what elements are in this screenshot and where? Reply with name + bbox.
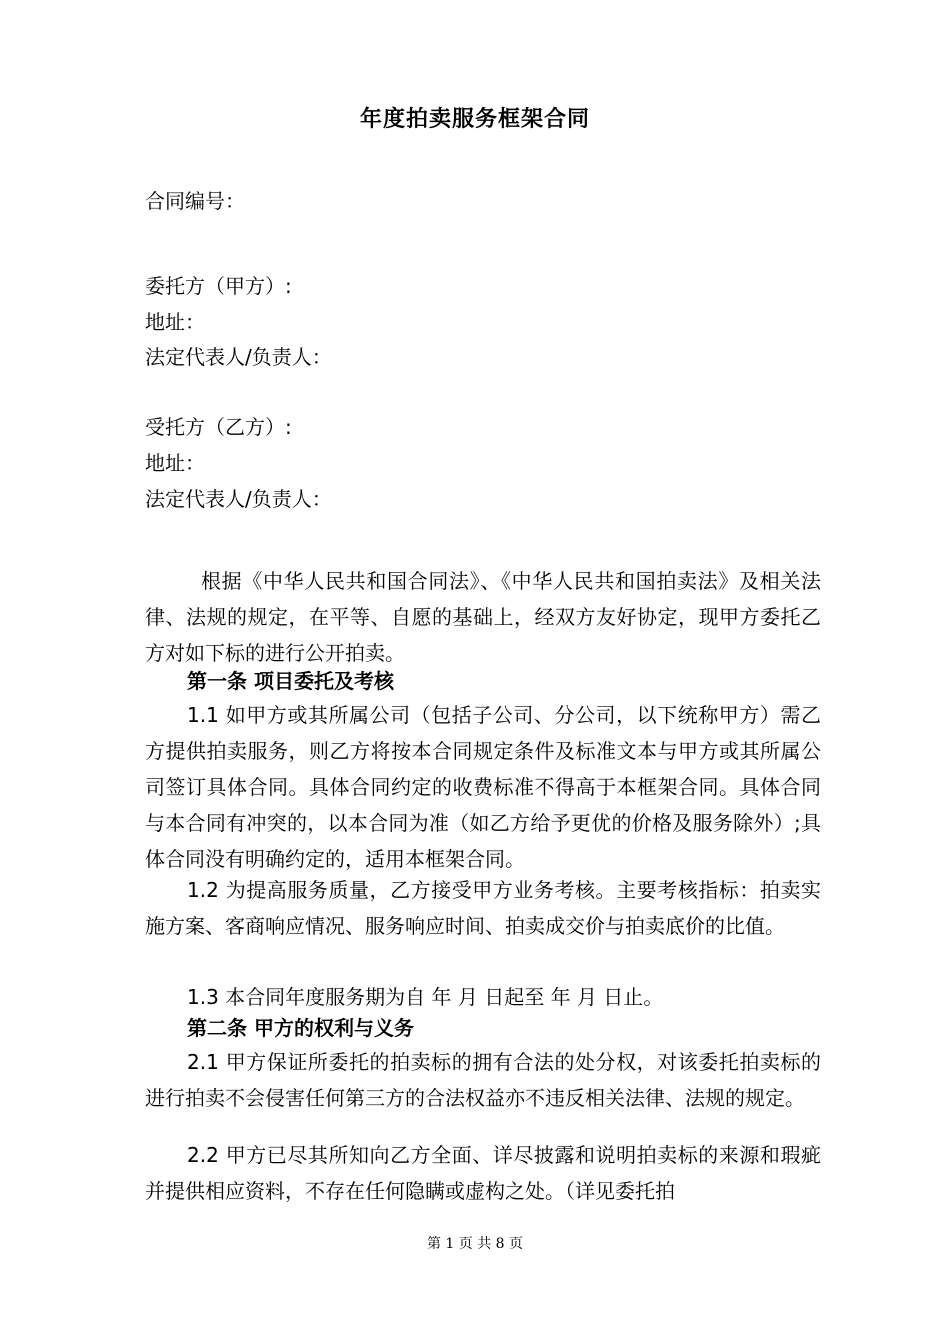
article-2-heading: 第二条 甲方的权利与义务 (187, 1016, 414, 1040)
party-a-label: 委托方（甲方）: (145, 274, 292, 298)
party-b-address-label: 地址： (145, 451, 205, 475)
document-title: 年度拍卖服务框架合同 (359, 107, 590, 132)
clause-1-2: 1.2 为提高服务质量，乙方接受甲方业务考核。主要考核指标：拍卖实施方案、客商响应情况、服务响应时间、拍卖成交价与拍卖底价的比值。 (145, 878, 821, 938)
preamble-paragraph: 根据《中华人民共和国合同法》、《中华人民共和国拍卖法》及相关法律、法规的规定，在平等、自愿的基础上，经双方友好协定，现甲方委托乙方对如下标的进行公开拍卖。 (145, 569, 821, 665)
party-b-representative-label: 法定代表人/负责人： (145, 487, 332, 511)
contract-number-label: 合同编号： (145, 189, 245, 213)
clause-1-1: 1.1 如甲方或其所属公司（包括子公司、分公司，以下统称甲方）需乙方提供拍卖服务，则乙方将按本合同规定条件及标准文本与甲方或其所属公司签订具体合同。具体合同约定的收费标准不得高于本框架合同。具体合同与本合同有冲突的，以本合同为准（如乙方给予更优的价格及服务除外）;具体合同没有明确约定的，适用本框架合同。 (145, 703, 821, 871)
party-a-address-label: 地址： (145, 310, 205, 334)
party-a-representative-label: 法定代表人/负责人： (145, 345, 332, 369)
clause-2-2: 2.2 甲方已尽其所知向乙方全面、详尽披露和说明拍卖标的来源和瑕疵并提供相应资料，不存在任何隐瞒或虚构之处。（详见委托拍 (145, 1143, 821, 1203)
party-b-label: 受托方（乙方）: (145, 415, 292, 439)
clause-2-1: 2.1 甲方保证所委托的拍卖标的拥有合法的处分权，对该委托拍卖标的进行拍卖不会侵害任何第三方的合法权益亦不违反相关法律、法规的规定。 (145, 1050, 821, 1110)
page-footer: 第 1 页 共 8 页 (426, 1236, 524, 1252)
clause-1-3: 1.3 本合同年度服务期为自 年 月 日起至 年 月 日止。 (187, 985, 664, 1009)
article-1-heading: 第一条 项目委托及考核 (187, 669, 394, 693)
